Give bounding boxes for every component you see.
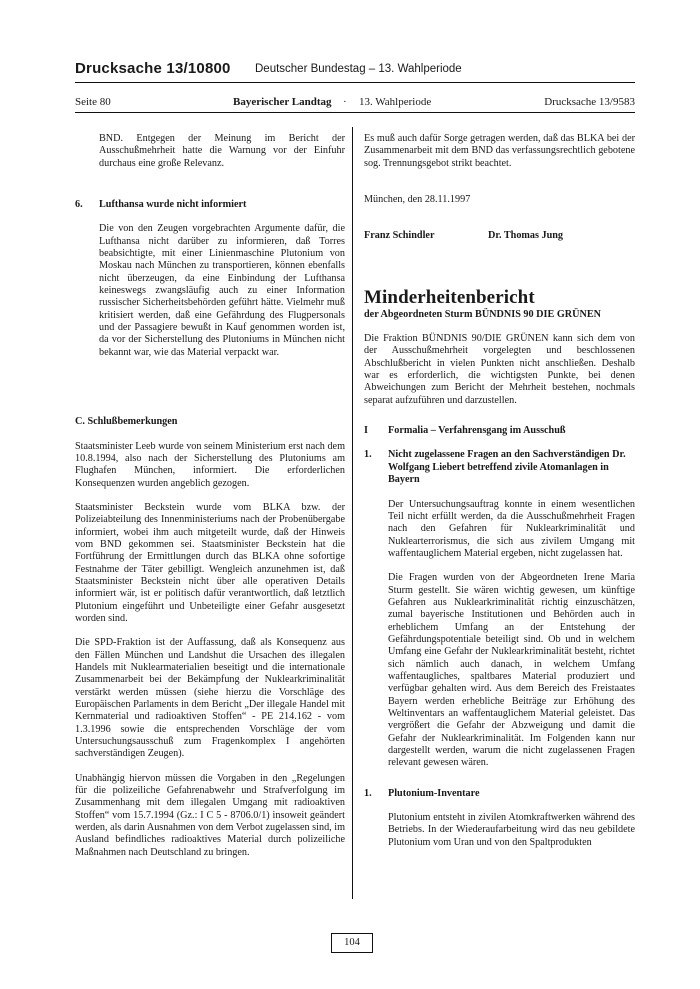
- paragraph: Es muß auch dafür Sorge getragen werden, daß das BLKA bei der Zusammenarbeit mit dem BND das verfassungsrechtlich gebotene sog. Trennungsgebot strikt beachtet.: [364, 133, 635, 169]
- section-title: Lufthansa wurde nicht informiert: [99, 199, 247, 211]
- section-6-heading: [75, 199, 345, 211]
- minority-report-subtitle: der Abgeordneten Sturm BÜNDNIS 90 DIE GRÜNEN: [364, 308, 601, 320]
- left-column: [75, 133, 345, 859]
- paragraph: Der Untersuchungsauftrag konnte in einem wesentlichen Teil nicht erfüllt werden, da die Ausschußmehrheit Fragen nach den Gefahren für Nuklearkriminalität und Nuklearterrorismus, die sich aus zivilem Umgang mit waffentauglichem Material ergeben, nicht zugelassen hat.: [388, 498, 635, 559]
- header-separator: ·: [343, 96, 347, 108]
- intro-paragraph: BND. Entgegen der Meinung im Bericht der Ausschußmehrheit hatte die Warnung vor der Einfuhr durchaus eine große Relevanz.: [99, 133, 345, 169]
- header-divider: [75, 112, 635, 113]
- paragraph: Die SPD-Fraktion ist der Auffassung, daß als Konsequenz aus den Fällen München und Landshut die Ursachen des illegalen Handels mit Nuklearmaterialien beseitigt und die internationale Zusammenarbeit bei der Bekämpfung der Nuklearkriminalität verstärkt werden müssen (siehe hierzu die Vorschläge des Europäischen Parlaments in dem Bericht „Der illegale Handel mit Kernmaterial und radioaktiven Stoffen“ - PE 214.162 - vom 1.3.1996 sowie die entsprechenden Vorschläge der vom Untersuchungsausschuß zum Fragenkomplex I angehörten sachverständigen Zeugen).: [75, 637, 345, 760]
- column-divider: [352, 127, 353, 899]
- landtag-label: Bayerischer Landtag: [233, 96, 332, 108]
- paragraph: Unabhängig hiervon müssen die Vorgaben in den „Regelungen für die polizeiliche Gefahrenabwehr und Strafverfolgung im Zusammenhang mit dem illegalen Umgang mit radioaktiven Stoffen“ vom 15.7.1994 (Gz.: I C 5 - 8706.0/1) insoweit geändert werden, als darin Ausnahmen von dem Verbot zugelassen sind, im Ausland befindliches radioaktives Material durch polizeiliche Maßnahmen nach Deutschland zu bringen.: [75, 772, 346, 858]
- page-header: [75, 96, 635, 112]
- section-c-heading: C. Schlußbemerkungen: [75, 416, 178, 428]
- minority-report-title: Minderheitenbericht: [364, 286, 535, 308]
- subsection-title: Plutonium-Inventare: [388, 787, 480, 799]
- right-column: [364, 133, 635, 849]
- section-number: I: [364, 425, 368, 437]
- paragraph: Plutonium entsteht in zivilen Atomkraftwerken während des Betriebs. In der Wiederaufarbeitung wird das neu gebildete Plutonium vom Uran und von den Spaltprodukten: [388, 812, 635, 848]
- drucksache-number: Drucksache 13/10800: [75, 60, 231, 77]
- page-number: 104: [331, 933, 373, 953]
- landtag-drucksache: Drucksache 13/9583: [544, 96, 635, 108]
- page-label: Seite 80: [75, 96, 111, 108]
- wahlperiode-label: 13. Wahlperiode: [359, 96, 432, 108]
- top-header: [75, 60, 635, 82]
- paragraph: Staatsminister Leeb wurde von seinem Ministerium erst nach dem 10.8.1994, also nach der Sicherstellung des Plutoniums am Flughafen München, informiert. Die erforderlichen Konsequenzen wurden angeblich gezogen.: [75, 440, 345, 489]
- subsection-heading: [364, 788, 635, 800]
- subsection-number: 1.: [364, 449, 372, 461]
- section-i-heading: [364, 425, 635, 437]
- paragraph: Die Fragen wurden von der Abgeordneten Irene Maria Sturm gestellt. Sie wären wichtig gewesen, um künftige Gefahren aus Nuklearkriminalität richtig einzuschätzen, zumal bayerische Institutionen und Behörden auch in erheblichem Umfang an der Entstehung der Gefährdungspotentiale beteiligt sind. Ob und in welchem Umfang eine Gefahr der Nuklearkriminalität besteht, richtet sich nämlich auch danach, in welchem Umfang waffentaugliches, spaltbares Material produziert und verfügbar gehalten wird. Aus dem Bereich des Freistaates Bayern werden erhebliche Beiträge zur Erhöhung des Weltinventars an waffentauglichem Material geleistet. Das vergrößert die Gefahr der Abzweigung und damit die Gefahr der Nuklearkriminalität. Im Folgenden kann nur dargestellt werden, warum die nicht zugelassenen Fragen relevant gewesen wären.: [388, 572, 635, 769]
- subsection-number: 1.: [364, 787, 372, 799]
- signature-name: Franz Schindler: [364, 230, 435, 242]
- date-line: München, den 28.11.1997: [364, 194, 471, 206]
- bundestag-label: Deutscher Bundestag – 13. Wahlperiode: [255, 63, 462, 75]
- section-number: 6.: [75, 199, 83, 211]
- section-6-text: Die von den Zeugen vorgebrachten Argumente dafür, die Lufthansa nicht darüber zu informieren, daß Torres beabsichtigte, mit einer Linienmaschine Plutonium von Moskau nach München zu transportieren, können ebenfalls nicht überzeugen, da eine Einbindung der Lufthansa keineswegs zwangsläufig auch zu einer Information russischer Sicherheitsbehörden geführt hätte. Vielmehr muß kritisiert werden, daß eine Gefährdung des Flugpersonals und der Passagiere bewußt in Kauf genommen worden ist, da vor der Sicherstellung des Plutoniums in München nicht bekannt war, wie das Material verpackt war.: [99, 223, 345, 358]
- paragraph: Die Fraktion BÜNDNIS 90/DIE GRÜNEN kann sich dem von der Ausschußmehrheit vorgelegten und beschlossenen Abschlußbericht in vielen Punkten nicht anschließen. Deshalb war es erforderlich, die wichtigsten Punkte, bei denen Abweichungen zum Bericht der Mehrheit bestehen, nochmals separat aufzuführen und darzustellen.: [364, 333, 635, 406]
- paragraph: Staatsminister Beckstein wurde vom BLKA bzw. der Polizeiabteilung des Innenministeriums nach der Probenübergabe informiert, wobei ihm auch mitgeteilt wurde, daß der Hinweis vom BND gekommen sei. Staatsminister Beckstein hat die Fortführung der Ermittlungen durch das BLKA ohne sofortige Festnahme der Täter gebilligt. Wengleich anzunehmen ist, daß Staatsminister Beckstein nicht über alle operativen Details informiert wär, ist er politisch dafür verantwortlich, daß letztlich Plutonium eingeführt und Unbeteiligte einer Gefahr ausgesetzt worden sind.: [75, 501, 345, 624]
- signatures: [364, 230, 635, 242]
- subsection-title: Nicht zugelassene Fragen an den Sachverständigen Dr. Wolfgang Liebert betreffend zivile Atomanlagen in Bayern: [388, 449, 626, 486]
- top-divider: [75, 82, 635, 83]
- section-title: Formalia – Verfahrensgang im Ausschuß: [388, 425, 566, 437]
- subsection-heading: [364, 449, 635, 486]
- signature-name: Dr. Thomas Jung: [488, 230, 564, 242]
